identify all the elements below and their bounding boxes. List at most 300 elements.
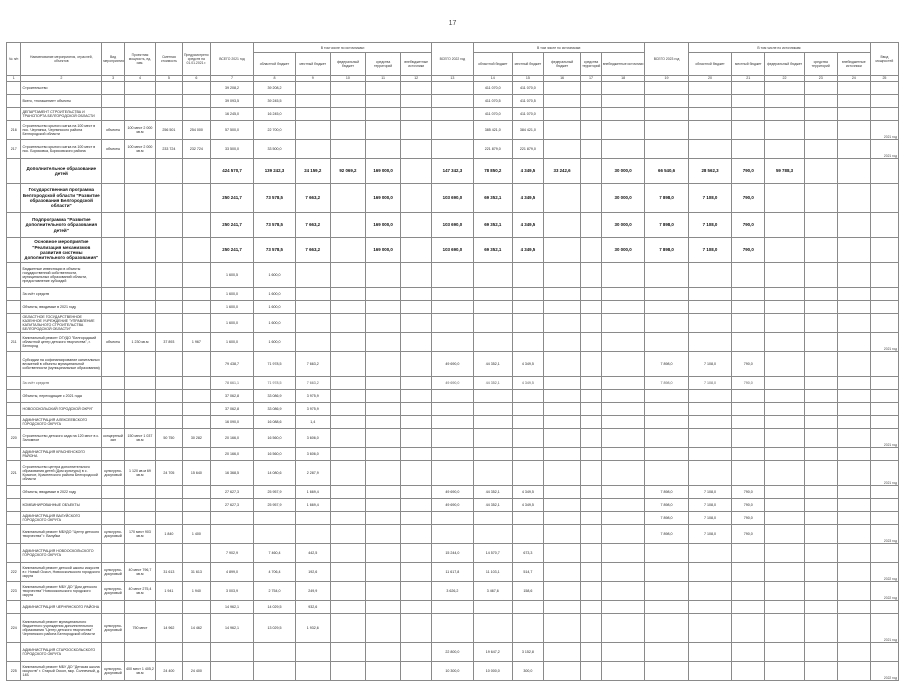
amount-c10 xyxy=(330,95,365,108)
completion-year: 2022 год xyxy=(870,662,898,681)
row-capacity: 400 мест 1 405,2 кв.м xyxy=(124,662,155,681)
amount-c17 xyxy=(581,140,602,159)
amount-c16 xyxy=(543,108,580,121)
amount-c20: 7 108,0 xyxy=(688,377,731,390)
row-funded xyxy=(182,448,210,461)
amount-c11 xyxy=(366,525,401,544)
row-capacity xyxy=(124,95,155,108)
amount-c18 xyxy=(601,614,644,643)
column-number: 11 xyxy=(366,76,401,82)
row-type xyxy=(102,448,125,461)
completion-year xyxy=(870,213,898,238)
amount-c8: 39 245,5 xyxy=(254,95,295,108)
amount-c16 xyxy=(543,213,580,238)
amount-c22 xyxy=(765,314,804,333)
row-type xyxy=(102,159,125,184)
row-funded xyxy=(182,486,210,499)
amount-c20: 7 108,0 xyxy=(688,499,731,512)
amount-c12 xyxy=(401,140,432,159)
column-number: 14 xyxy=(473,76,512,82)
amount-c16 xyxy=(543,95,580,108)
total-2021 xyxy=(210,512,253,525)
row-name: Объекты, вводимые в 2022 году xyxy=(21,486,102,499)
amount-c8: 14 080,6 xyxy=(254,461,295,486)
amount-c18 xyxy=(601,82,644,95)
column-number: 1 xyxy=(7,76,21,82)
total-2023: 7 898,0 xyxy=(645,238,688,263)
table-row xyxy=(7,390,899,403)
amount-c22 xyxy=(765,512,804,525)
amount-c8: 1 600,0 xyxy=(254,301,295,314)
amount-c9 xyxy=(295,333,330,352)
row-capacity: 40 мест 796,7 кв.м xyxy=(124,563,155,582)
column-number: 12 xyxy=(401,76,432,82)
amount-c8 xyxy=(254,643,295,662)
header-2023-local: местный бюджет xyxy=(732,53,765,76)
table-row xyxy=(7,582,899,601)
total-2021: 16 090,0 xyxy=(210,416,253,429)
amount-c17 xyxy=(581,512,602,525)
amount-c8: 39 208,2 xyxy=(254,82,295,95)
row-cost xyxy=(155,314,182,333)
amount-c17 xyxy=(581,238,602,263)
amount-c14: 19 647,2 xyxy=(473,643,512,662)
amount-c22 xyxy=(765,429,804,448)
row-funded xyxy=(182,377,210,390)
amount-c15: 4 349,5 xyxy=(512,377,543,390)
total-2022 xyxy=(432,82,473,95)
amount-c16: 33 242,6 xyxy=(543,159,580,184)
row-type xyxy=(102,403,125,416)
amount-c10 xyxy=(330,499,365,512)
header-2022-federal: федеральный бюджет xyxy=(543,53,580,76)
amount-c14: 69 352,1 xyxy=(473,184,512,213)
completion-year: 2021 год xyxy=(870,333,898,352)
amount-c8: 33 086,9 xyxy=(254,403,295,416)
table-row xyxy=(7,403,899,416)
amount-c12 xyxy=(401,614,432,643)
amount-c15 xyxy=(512,288,543,301)
amount-c10 xyxy=(330,213,365,238)
amount-c20 xyxy=(688,333,731,352)
amount-c21 xyxy=(732,390,765,403)
column-number: 3 xyxy=(102,76,125,82)
amount-c24 xyxy=(837,582,870,601)
amount-c22 xyxy=(765,263,804,288)
amount-c10 xyxy=(330,486,365,499)
amount-c12 xyxy=(401,213,432,238)
amount-c18 xyxy=(601,301,644,314)
completion-year xyxy=(870,377,898,390)
row-capacity: 170 мест 903 кв.м xyxy=(124,525,155,544)
amount-c20 xyxy=(688,314,731,333)
amount-c14: 411 070,0 xyxy=(473,82,512,95)
amount-c11 xyxy=(366,544,401,563)
row-number: 216 xyxy=(7,121,21,140)
amount-c21: 790,0 xyxy=(732,159,765,184)
amount-c21 xyxy=(732,301,765,314)
amount-c14: 44 352,1 xyxy=(473,352,512,377)
row-type xyxy=(102,416,125,429)
amount-c11 xyxy=(366,95,401,108)
amount-c17 xyxy=(581,314,602,333)
total-2022 xyxy=(432,108,473,121)
amount-c11 xyxy=(366,121,401,140)
row-capacity xyxy=(124,263,155,288)
row-number xyxy=(7,499,21,512)
table-row xyxy=(7,263,899,288)
row-capacity xyxy=(124,213,155,238)
amount-c24 xyxy=(837,352,870,377)
row-type xyxy=(102,499,125,512)
amount-c11 xyxy=(366,263,401,288)
amount-c8 xyxy=(254,512,295,525)
amount-c15: 4 349,5 xyxy=(512,184,543,213)
amount-c12 xyxy=(401,159,432,184)
amount-c15: 4 349,5 xyxy=(512,486,543,499)
amount-c11 xyxy=(366,582,401,601)
column-number: 4 xyxy=(124,76,155,82)
row-type xyxy=(102,352,125,377)
row-funded: 1 400 xyxy=(182,525,210,544)
row-funded: 1 967 xyxy=(182,333,210,352)
amount-c21 xyxy=(732,95,765,108)
amount-c8: 16 088,6 xyxy=(254,416,295,429)
amount-c10 xyxy=(330,121,365,140)
row-type xyxy=(102,288,125,301)
budget-table-sheet xyxy=(6,42,899,681)
amount-c11 xyxy=(366,377,401,390)
amount-c11 xyxy=(366,108,401,121)
amount-c16 xyxy=(543,288,580,301)
amount-c24 xyxy=(837,403,870,416)
amount-c21 xyxy=(732,121,765,140)
table-row xyxy=(7,486,899,499)
total-2022 xyxy=(432,461,473,486)
amount-c15 xyxy=(512,416,543,429)
amount-c11 xyxy=(366,614,401,643)
amount-c18 xyxy=(601,108,644,121)
total-2021 xyxy=(210,662,253,681)
amount-c16 xyxy=(543,614,580,643)
amount-c8: 16 245,0 xyxy=(254,108,295,121)
amount-c21: 790,0 xyxy=(732,184,765,213)
amount-c11 xyxy=(366,461,401,486)
row-name: Объекты, вводимые в 2021 году xyxy=(21,301,102,314)
amount-c24 xyxy=(837,544,870,563)
amount-c15: 4 349,5 xyxy=(512,499,543,512)
amount-c24 xyxy=(837,288,870,301)
amount-c18: 30 000,0 xyxy=(601,213,644,238)
amount-c14 xyxy=(473,416,512,429)
row-funded xyxy=(182,601,210,614)
total-2021: 20 166,0 xyxy=(210,448,253,461)
header-group-2021: В том числе по источникам: xyxy=(254,43,432,53)
amount-c23 xyxy=(804,662,837,681)
amount-c23 xyxy=(804,499,837,512)
row-name: Капитальный ремонт МБУ ДО "Детская школа искусств" г. Старый Оскол, мкр. Солнечный, д. 14Б xyxy=(21,662,102,681)
row-number xyxy=(7,525,21,544)
row-number xyxy=(7,448,21,461)
column-number: 15 xyxy=(512,76,543,82)
amount-c8 xyxy=(254,662,295,681)
amount-c23 xyxy=(804,390,837,403)
amount-c12 xyxy=(401,416,432,429)
amount-c8: 139 242,3 xyxy=(254,159,295,184)
amount-c23 xyxy=(804,95,837,108)
amount-c9 xyxy=(295,643,330,662)
row-cost: 233 724 xyxy=(155,140,182,159)
amount-c18: 30 000,0 xyxy=(601,159,644,184)
amount-c15: 514,7 xyxy=(512,563,543,582)
amount-c22 xyxy=(765,184,804,213)
amount-c20 xyxy=(688,403,731,416)
amount-c23 xyxy=(804,301,837,314)
row-funded xyxy=(182,352,210,377)
row-capacity xyxy=(124,238,155,263)
total-2021: 14 962,1 xyxy=(210,614,253,643)
amount-c24 xyxy=(837,82,870,95)
row-capacity xyxy=(124,643,155,662)
amount-c10 xyxy=(330,525,365,544)
row-capacity xyxy=(124,512,155,525)
amount-c8: 33 500,0 xyxy=(254,140,295,159)
total-2021: 424 570,7 xyxy=(210,159,253,184)
amount-c10: 92 069,2 xyxy=(330,159,365,184)
total-2022 xyxy=(432,429,473,448)
amount-c15 xyxy=(512,403,543,416)
amount-c22 xyxy=(765,448,804,461)
amount-c24 xyxy=(837,429,870,448)
total-2021: 14 962,1 xyxy=(210,601,253,614)
amount-c20: 7 108,0 xyxy=(688,352,731,377)
amount-c22: 59 788,3 xyxy=(765,159,804,184)
header-completion: Ввод мощностей xyxy=(870,43,898,76)
amount-c15: 158,6 xyxy=(512,582,543,601)
completion-year xyxy=(870,314,898,333)
amount-c24 xyxy=(837,301,870,314)
amount-c17 xyxy=(581,563,602,582)
amount-c14 xyxy=(473,601,512,614)
row-number: 217 xyxy=(7,140,21,159)
amount-c14 xyxy=(473,314,512,333)
completion-year xyxy=(870,184,898,213)
amount-c21 xyxy=(732,544,765,563)
total-2023 xyxy=(645,288,688,301)
amount-c8: 1 600,0 xyxy=(254,333,295,352)
completion-year xyxy=(870,288,898,301)
amount-c17 xyxy=(581,643,602,662)
amount-c21: 790,0 xyxy=(732,512,765,525)
amount-c23 xyxy=(804,461,837,486)
amount-c12 xyxy=(401,563,432,582)
total-2022 xyxy=(432,448,473,461)
amount-c11: 169 000,0 xyxy=(366,213,401,238)
amount-c12 xyxy=(401,544,432,563)
amount-c10 xyxy=(330,582,365,601)
amount-c9 xyxy=(295,108,330,121)
amount-c22 xyxy=(765,82,804,95)
row-funded xyxy=(182,643,210,662)
column-number: 25 xyxy=(870,76,898,82)
amount-c15 xyxy=(512,429,543,448)
amount-c18 xyxy=(601,288,644,301)
amount-c18 xyxy=(601,582,644,601)
amount-c23 xyxy=(804,544,837,563)
amount-c10 xyxy=(330,377,365,390)
amount-c21 xyxy=(732,643,765,662)
column-number: 8 xyxy=(254,76,295,82)
total-2022 xyxy=(432,614,473,643)
completion-year xyxy=(870,643,898,662)
amount-c15: 300,0 xyxy=(512,662,543,681)
amount-c22 xyxy=(765,601,804,614)
column-number: 9 xyxy=(295,76,330,82)
amount-c24 xyxy=(837,563,870,582)
amount-c11 xyxy=(366,288,401,301)
completion-year xyxy=(870,82,898,95)
total-2021: 39 093,5 xyxy=(210,95,253,108)
column-number: 19 xyxy=(645,76,688,82)
amount-c23 xyxy=(804,108,837,121)
amount-c16 xyxy=(543,333,580,352)
amount-c18 xyxy=(601,95,644,108)
header-2021-territory: средства территорий xyxy=(366,53,401,76)
total-2023 xyxy=(645,140,688,159)
row-number xyxy=(7,403,21,416)
amount-c22 xyxy=(765,643,804,662)
amount-c12 xyxy=(401,512,432,525)
completion-year: 2022 год xyxy=(870,582,898,601)
amount-c11 xyxy=(366,499,401,512)
amount-c12 xyxy=(401,486,432,499)
amount-c14: 14 570,7 xyxy=(473,544,512,563)
amount-c22 xyxy=(765,614,804,643)
row-type xyxy=(102,95,125,108)
total-2021: 250 241,7 xyxy=(210,213,253,238)
row-type xyxy=(102,238,125,263)
amount-c11 xyxy=(366,486,401,499)
amount-c10 xyxy=(330,352,365,377)
amount-c17 xyxy=(581,486,602,499)
completion-year xyxy=(870,544,898,563)
amount-c20: 7 108,0 xyxy=(688,525,731,544)
completion-year xyxy=(870,159,898,184)
amount-c16 xyxy=(543,403,580,416)
amount-c15 xyxy=(512,525,543,544)
amount-c14 xyxy=(473,263,512,288)
amount-c24 xyxy=(837,614,870,643)
amount-c8: 13 029,5 xyxy=(254,614,295,643)
amount-c20 xyxy=(688,643,731,662)
amount-c11: 169 000,0 xyxy=(366,184,401,213)
amount-c17 xyxy=(581,448,602,461)
amount-c9: 24 159,2 xyxy=(295,159,330,184)
amount-c24 xyxy=(837,159,870,184)
total-2021: 33 500,0 xyxy=(210,140,253,159)
total-2021: 1 600,0 xyxy=(210,301,253,314)
table-row xyxy=(7,184,899,213)
amount-c18 xyxy=(601,643,644,662)
amount-c12 xyxy=(401,95,432,108)
row-funded xyxy=(182,301,210,314)
row-capacity xyxy=(124,184,155,213)
amount-c21 xyxy=(732,614,765,643)
row-funded xyxy=(182,499,210,512)
row-name: Капитальный ремонт муниципального бюджетного учреждения дополнительного образования "Центр детского творчества" Чернянского района Белгородской области xyxy=(21,614,102,643)
row-number: 225 xyxy=(7,662,21,681)
amount-c14: 221 879,0 xyxy=(473,140,512,159)
amount-c12 xyxy=(401,288,432,301)
total-2023 xyxy=(645,82,688,95)
row-type: культурно-досуговый xyxy=(102,525,125,544)
row-number xyxy=(7,288,21,301)
amount-c20 xyxy=(688,563,731,582)
row-name: Капитальный ремонт МБУДО "Центр детского творчества" г. Валуйки xyxy=(21,525,102,544)
amount-c16 xyxy=(543,448,580,461)
row-funded: 1 940 xyxy=(182,582,210,601)
amount-c18: 30 000,0 xyxy=(601,184,644,213)
row-capacity xyxy=(124,499,155,512)
table-row xyxy=(7,563,899,582)
amount-c16 xyxy=(543,582,580,601)
amount-c10 xyxy=(330,184,365,213)
completion-year: 2021 год xyxy=(870,140,898,159)
amount-c16 xyxy=(543,499,580,512)
amount-c21 xyxy=(732,416,765,429)
amount-c15: 384 421,0 xyxy=(512,121,543,140)
total-2023 xyxy=(645,403,688,416)
amount-c16 xyxy=(543,352,580,377)
row-type: объекты xyxy=(102,333,125,352)
amount-c22 xyxy=(765,288,804,301)
row-cost xyxy=(155,512,182,525)
row-name: АДМИНИСТРАЦИЯ ВАЛУЙСКОГО ГОРОДСКОГО ОКРУГА xyxy=(21,512,102,525)
amount-c16 xyxy=(543,461,580,486)
amount-c9 xyxy=(295,263,330,288)
amount-c22 xyxy=(765,377,804,390)
table-row xyxy=(7,461,899,486)
amount-c12 xyxy=(401,108,432,121)
amount-c8: 73 578,5 xyxy=(254,213,295,238)
amount-c22 xyxy=(765,390,804,403)
amount-c20: 7 108,0 xyxy=(688,486,731,499)
amount-c9 xyxy=(295,512,330,525)
amount-c14: 78 850,2 xyxy=(473,159,512,184)
amount-c18 xyxy=(601,314,644,333)
amount-c14 xyxy=(473,301,512,314)
amount-c18 xyxy=(601,461,644,486)
amount-c23 xyxy=(804,643,837,662)
row-name: Строительство детского сада на 120 мест в с. Заломное xyxy=(21,429,102,448)
amount-c21 xyxy=(732,140,765,159)
amount-c8: 2 754,0 xyxy=(254,582,295,601)
amount-c12 xyxy=(401,429,432,448)
amount-c17 xyxy=(581,662,602,681)
row-capacity xyxy=(124,601,155,614)
amount-c10 xyxy=(330,601,365,614)
row-cost xyxy=(155,390,182,403)
total-2021: 20 166,0 xyxy=(210,429,253,448)
amount-c12 xyxy=(401,461,432,486)
amount-c14 xyxy=(473,403,512,416)
row-name: ОБЛАСТНОЕ ГОСУДАРСТВЕННОЕ КАЗЕННОЕ УЧРЕЖДЕНИЕ "УПРАВЛЕНИЕ КАПИТАЛЬНОГО СТРОИТЕЛЬСТВА БЕЛГОРОДСКОЙ ОБЛАСТИ" xyxy=(21,314,102,333)
amount-c23 xyxy=(804,448,837,461)
amount-c23 xyxy=(804,416,837,429)
amount-c11 xyxy=(366,390,401,403)
amount-c23 xyxy=(804,563,837,582)
column-number: 23 xyxy=(804,76,837,82)
